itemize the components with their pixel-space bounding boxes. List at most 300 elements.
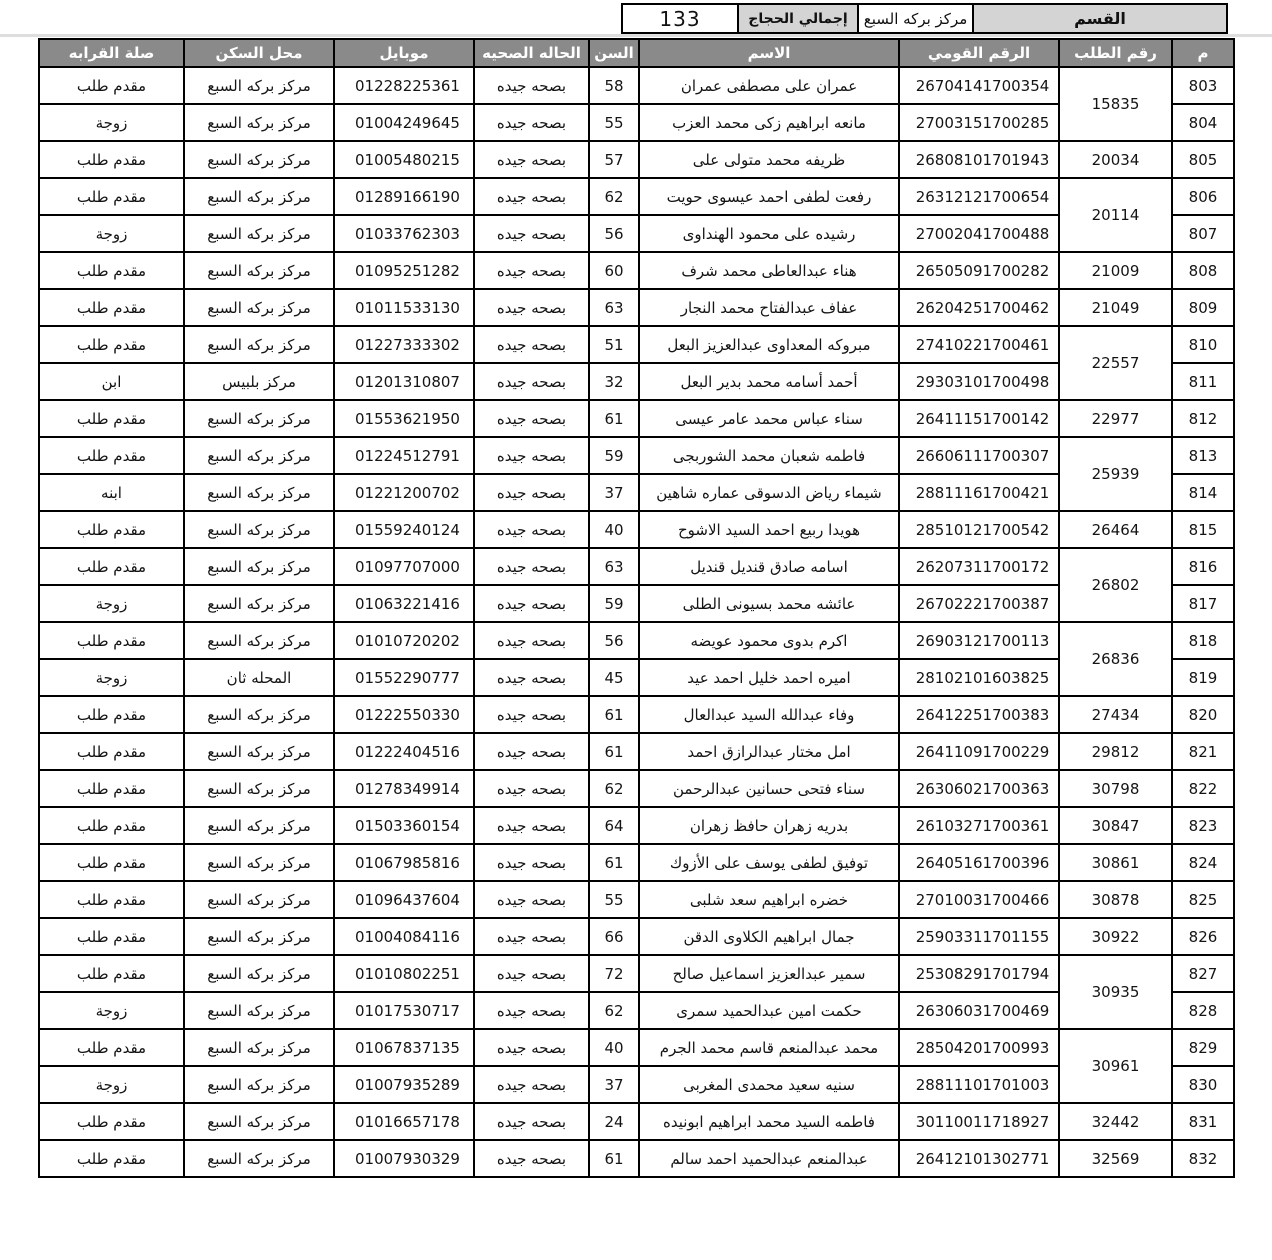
cell-national_id: 26306021700363 xyxy=(899,770,1059,807)
column-header-mobile: موبايل xyxy=(334,39,474,67)
cell-request_no: 26836 xyxy=(1059,622,1172,696)
cell-health: بصحه جيده xyxy=(474,363,589,400)
cell-age: 63 xyxy=(589,289,639,326)
cell-health: بصحه جيده xyxy=(474,474,589,511)
cell-age: 60 xyxy=(589,252,639,289)
cell-mobile: 01559240124 xyxy=(334,511,474,548)
cell-mobile: 01222550330 xyxy=(334,696,474,733)
cell-name: سنيه سعيد محمدى المغربى xyxy=(639,1066,899,1103)
cell-request_no: 30961 xyxy=(1059,1029,1172,1103)
cell-name: عفاف عبدالفتاح محمد النجار xyxy=(639,289,899,326)
cell-mobile: 01228225361 xyxy=(334,67,474,104)
cell-residence: مركز بركه السبع xyxy=(184,548,334,585)
cell-name: خضره ابراهيم سعد شلبى xyxy=(639,881,899,918)
cell-m: 822 xyxy=(1172,770,1234,807)
column-header-relation: صلة القرابه xyxy=(39,39,184,67)
cell-mobile: 01222404516 xyxy=(334,733,474,770)
cell-national_id: 27003151700285 xyxy=(899,104,1059,141)
cell-name: مانعه ابراهيم زكى محمد العزب xyxy=(639,104,899,141)
cell-age: 61 xyxy=(589,1140,639,1177)
cell-residence: مركز بركه السبع xyxy=(184,289,334,326)
cell-m: 827 xyxy=(1172,955,1234,992)
cell-health: بصحه جيده xyxy=(474,918,589,955)
cell-health: بصحه جيده xyxy=(474,178,589,215)
cell-mobile: 01063221416 xyxy=(334,585,474,622)
cell-m: 813 xyxy=(1172,437,1234,474)
cell-residence: مركز بركه السبع xyxy=(184,67,334,104)
cell-m: 809 xyxy=(1172,289,1234,326)
cell-m: 832 xyxy=(1172,1140,1234,1177)
cell-mobile: 01289166190 xyxy=(334,178,474,215)
cell-request_no: 20034 xyxy=(1059,141,1172,178)
cell-request_no: 26802 xyxy=(1059,548,1172,622)
cell-name: وفاء عبدالله السيد عبدالعال xyxy=(639,696,899,733)
cell-health: بصحه جيده xyxy=(474,1066,589,1103)
total-pilgrims-count-cell: 133 xyxy=(621,3,739,34)
cell-request_no: 32442 xyxy=(1059,1103,1172,1140)
cell-health: بصحه جيده xyxy=(474,326,589,363)
cell-residence: مركز بركه السبع xyxy=(184,585,334,622)
cell-national_id: 25308291701794 xyxy=(899,955,1059,992)
cell-name: مبروكه المعداوى عبدالعزيز البعل xyxy=(639,326,899,363)
table-row xyxy=(39,363,1234,400)
cell-name: عمران على مصطفى عمران xyxy=(639,67,899,104)
cell-mobile: 01011533130 xyxy=(334,289,474,326)
cell-national_id: 25903311701155 xyxy=(899,918,1059,955)
cell-national_id: 28811161700421 xyxy=(899,474,1059,511)
cell-mobile: 01201310807 xyxy=(334,363,474,400)
cell-relation: مقدم طلب xyxy=(39,252,184,289)
cell-relation: مقدم طلب xyxy=(39,548,184,585)
table-row xyxy=(39,696,1234,733)
cell-national_id: 26207311700172 xyxy=(899,548,1059,585)
cell-mobile: 01004249645 xyxy=(334,104,474,141)
cell-relation: مقدم طلب xyxy=(39,1029,184,1066)
cell-age: 37 xyxy=(589,1066,639,1103)
cell-m: 812 xyxy=(1172,400,1234,437)
cell-age: 55 xyxy=(589,881,639,918)
cell-residence: مركز بركه السبع xyxy=(184,770,334,807)
cell-health: بصحه جيده xyxy=(474,141,589,178)
cell-m: 810 xyxy=(1172,326,1234,363)
cell-m: 817 xyxy=(1172,585,1234,622)
cell-m: 819 xyxy=(1172,659,1234,696)
column-header-request_no: رقم الطلب xyxy=(1059,39,1172,67)
cell-name: توفيق لطفى يوسف على الأزوك xyxy=(639,844,899,881)
table-row xyxy=(39,733,1234,770)
cell-health: بصحه جيده xyxy=(474,770,589,807)
cell-residence: مركز بركه السبع xyxy=(184,844,334,881)
cell-national_id: 26306031700469 xyxy=(899,992,1059,1029)
cell-mobile: 01033762303 xyxy=(334,215,474,252)
table-row xyxy=(39,400,1234,437)
cell-relation: مقدم طلب xyxy=(39,622,184,659)
cell-name: حكمت امين عبدالحميد سمرى xyxy=(639,992,899,1029)
cell-m: 829 xyxy=(1172,1029,1234,1066)
table-row xyxy=(39,844,1234,881)
cell-residence: مركز بركه السبع xyxy=(184,918,334,955)
cell-age: 62 xyxy=(589,178,639,215)
cell-national_id: 26312121700654 xyxy=(899,178,1059,215)
cell-national_id: 26702221700387 xyxy=(899,585,1059,622)
cell-age: 37 xyxy=(589,474,639,511)
cell-name: هويدا ربيع احمد السيد الاشوح xyxy=(639,511,899,548)
cell-health: بصحه جيده xyxy=(474,807,589,844)
cell-national_id: 28510121700542 xyxy=(899,511,1059,548)
cell-national_id: 26405161700396 xyxy=(899,844,1059,881)
cell-relation: مقدم طلب xyxy=(39,1103,184,1140)
cell-age: 57 xyxy=(589,141,639,178)
table-row xyxy=(39,622,1234,659)
cell-age: 32 xyxy=(589,363,639,400)
cell-relation: مقدم طلب xyxy=(39,955,184,992)
cell-m: 807 xyxy=(1172,215,1234,252)
cell-request_no: 30878 xyxy=(1059,881,1172,918)
cell-age: 40 xyxy=(589,1029,639,1066)
cell-mobile: 01097707000 xyxy=(334,548,474,585)
cell-age: 56 xyxy=(589,215,639,252)
cell-relation: زوجة xyxy=(39,215,184,252)
cell-mobile: 01067837135 xyxy=(334,1029,474,1066)
cell-relation: مقدم طلب xyxy=(39,1140,184,1177)
table-row xyxy=(39,881,1234,918)
cell-national_id: 26412101302771 xyxy=(899,1140,1059,1177)
cell-mobile: 01553621950 xyxy=(334,400,474,437)
cell-name: شيماء رياض الدسوقى عماره شاهين xyxy=(639,474,899,511)
cell-name: فاطمه شعبان محمد الشوربجى xyxy=(639,437,899,474)
cell-health: بصحه جيده xyxy=(474,696,589,733)
table-row xyxy=(39,215,1234,252)
table-row xyxy=(39,252,1234,289)
cell-relation: مقدم طلب xyxy=(39,326,184,363)
cell-national_id: 26606111700307 xyxy=(899,437,1059,474)
cell-relation: زوجة xyxy=(39,992,184,1029)
table-row xyxy=(39,289,1234,326)
table-row xyxy=(39,548,1234,585)
cell-health: بصحه جيده xyxy=(474,400,589,437)
cell-health: بصحه جيده xyxy=(474,1103,589,1140)
table-row xyxy=(39,437,1234,474)
cell-request_no: 30798 xyxy=(1059,770,1172,807)
cell-m: 821 xyxy=(1172,733,1234,770)
cell-residence: مركز بلبيس xyxy=(184,363,334,400)
table-row xyxy=(39,1066,1234,1103)
cell-national_id: 26704141700354 xyxy=(899,67,1059,104)
cell-national_id: 28811101701003 xyxy=(899,1066,1059,1103)
cell-name: ظريفه محمد متولى على xyxy=(639,141,899,178)
cell-mobile: 01017530717 xyxy=(334,992,474,1029)
column-header-health: الحاله الصحيه xyxy=(474,39,589,67)
cell-mobile: 01503360154 xyxy=(334,807,474,844)
cell-health: بصحه جيده xyxy=(474,622,589,659)
cell-name: امل مختار عبدالرازق احمد xyxy=(639,733,899,770)
cell-name: اميره احمد خليل احمد عيد xyxy=(639,659,899,696)
cell-relation: مقدم طلب xyxy=(39,289,184,326)
cell-national_id: 26903121700113 xyxy=(899,622,1059,659)
cell-residence: مركز بركه السبع xyxy=(184,733,334,770)
table-row xyxy=(39,659,1234,696)
department-header xyxy=(615,3,1228,34)
cell-age: 40 xyxy=(589,511,639,548)
cell-m: 803 xyxy=(1172,67,1234,104)
cell-name: سمير عبدالعزيز اسماعيل صالح xyxy=(639,955,899,992)
cell-m: 818 xyxy=(1172,622,1234,659)
cell-mobile: 01067985816 xyxy=(334,844,474,881)
cell-health: بصحه جيده xyxy=(474,548,589,585)
cell-request_no: 29812 xyxy=(1059,733,1172,770)
cell-mobile: 01278349914 xyxy=(334,770,474,807)
cell-request_no: 21049 xyxy=(1059,289,1172,326)
cell-m: 808 xyxy=(1172,252,1234,289)
cell-name: هناء عبدالعاطى محمد شرف xyxy=(639,252,899,289)
cell-age: 64 xyxy=(589,807,639,844)
cell-request_no: 15835 xyxy=(1059,67,1172,141)
cell-name: بدريه زهران حافظ زهران xyxy=(639,807,899,844)
table-row xyxy=(39,511,1234,548)
cell-name: رشيده على محمود الهنداوى xyxy=(639,215,899,252)
cell-name: عائشه محمد بسيونى الطلى xyxy=(639,585,899,622)
cell-m: 814 xyxy=(1172,474,1234,511)
cell-health: بصحه جيده xyxy=(474,215,589,252)
cell-mobile: 01552290777 xyxy=(334,659,474,696)
cell-relation: ابن xyxy=(39,363,184,400)
cell-residence: مركز بركه السبع xyxy=(184,215,334,252)
cell-m: 828 xyxy=(1172,992,1234,1029)
cell-name: سناء عباس محمد عامر عيسى xyxy=(639,400,899,437)
table-row xyxy=(39,1140,1234,1177)
cell-relation: مقدم طلب xyxy=(39,400,184,437)
table-header-row xyxy=(39,39,1234,67)
cell-request_no: 30847 xyxy=(1059,807,1172,844)
cell-residence: مركز بركه السبع xyxy=(184,437,334,474)
cell-mobile: 01004084116 xyxy=(334,918,474,955)
cell-national_id: 27010031700466 xyxy=(899,881,1059,918)
cell-health: بصحه جيده xyxy=(474,289,589,326)
cell-m: 816 xyxy=(1172,548,1234,585)
table-row xyxy=(39,141,1234,178)
cell-residence: المحله ثان xyxy=(184,659,334,696)
cell-m: 804 xyxy=(1172,104,1234,141)
cell-age: 66 xyxy=(589,918,639,955)
cell-request_no: 26464 xyxy=(1059,511,1172,548)
cell-health: بصحه جيده xyxy=(474,733,589,770)
cell-health: بصحه جيده xyxy=(474,1140,589,1177)
cell-request_no: 22557 xyxy=(1059,326,1172,400)
cell-name: عبدالمنعم عبدالحميد احمد سالم xyxy=(639,1140,899,1177)
cell-m: 805 xyxy=(1172,141,1234,178)
cell-age: 45 xyxy=(589,659,639,696)
cell-age: 59 xyxy=(589,585,639,622)
cell-m: 820 xyxy=(1172,696,1234,733)
cell-national_id: 27002041700488 xyxy=(899,215,1059,252)
cell-request_no: 30935 xyxy=(1059,955,1172,1029)
cell-mobile: 01096437604 xyxy=(334,881,474,918)
cell-residence: مركز بركه السبع xyxy=(184,474,334,511)
cell-national_id: 26412251700383 xyxy=(899,696,1059,733)
cell-age: 59 xyxy=(589,437,639,474)
table-row xyxy=(39,326,1234,363)
cell-residence: مركز بركه السبع xyxy=(184,252,334,289)
cell-m: 824 xyxy=(1172,844,1234,881)
cell-mobile: 01007935289 xyxy=(334,1066,474,1103)
cell-residence: مركز بركه السبع xyxy=(184,178,334,215)
cell-residence: مركز بركه السبع xyxy=(184,104,334,141)
cell-health: بصحه جيده xyxy=(474,955,589,992)
table-row xyxy=(39,178,1234,215)
cell-age: 56 xyxy=(589,622,639,659)
table-row xyxy=(39,992,1234,1029)
table-row xyxy=(39,585,1234,622)
cell-age: 55 xyxy=(589,104,639,141)
cell-relation: مقدم طلب xyxy=(39,807,184,844)
cell-name: جمال ابراهيم الكلاوى الدقن xyxy=(639,918,899,955)
cell-national_id: 28102101603825 xyxy=(899,659,1059,696)
scan-shadow-line xyxy=(0,34,1272,37)
department-value-cell: مركز بركه السبع xyxy=(857,3,974,34)
cell-relation: زوجة xyxy=(39,1066,184,1103)
cell-residence: مركز بركه السبع xyxy=(184,696,334,733)
table-row xyxy=(39,1103,1234,1140)
cell-relation: ابنه xyxy=(39,474,184,511)
cell-relation: مقدم طلب xyxy=(39,511,184,548)
cell-national_id: 26411091700229 xyxy=(899,733,1059,770)
cell-m: 806 xyxy=(1172,178,1234,215)
cell-relation: زوجة xyxy=(39,104,184,141)
cell-m: 825 xyxy=(1172,881,1234,918)
cell-residence: مركز بركه السبع xyxy=(184,622,334,659)
cell-name: سناء فتحى حسانين عبدالرحمن xyxy=(639,770,899,807)
cell-relation: مقدم طلب xyxy=(39,881,184,918)
cell-request_no: 27434 xyxy=(1059,696,1172,733)
cell-request_no: 21009 xyxy=(1059,252,1172,289)
cell-age: 61 xyxy=(589,844,639,881)
cell-residence: مركز بركه السبع xyxy=(184,992,334,1029)
cell-m: 830 xyxy=(1172,1066,1234,1103)
cell-residence: مركز بركه السبع xyxy=(184,326,334,363)
cell-name: اكرم بدوى محمود عويضه xyxy=(639,622,899,659)
column-header-name: الاسم xyxy=(639,39,899,67)
table-row xyxy=(39,104,1234,141)
table-row xyxy=(39,955,1234,992)
cell-national_id: 26204251700462 xyxy=(899,289,1059,326)
cell-age: 61 xyxy=(589,696,639,733)
cell-health: بصحه جيده xyxy=(474,585,589,622)
cell-national_id: 29303101700498 xyxy=(899,363,1059,400)
cell-relation: زوجة xyxy=(39,585,184,622)
cell-residence: مركز بركه السبع xyxy=(184,141,334,178)
cell-request_no: 22977 xyxy=(1059,400,1172,437)
cell-residence: مركز بركه السبع xyxy=(184,807,334,844)
cell-name: اسامه صادق قنديل قنديل xyxy=(639,548,899,585)
cell-health: بصحه جيده xyxy=(474,881,589,918)
cell-mobile: 01016657178 xyxy=(334,1103,474,1140)
cell-m: 815 xyxy=(1172,511,1234,548)
cell-relation: زوجة xyxy=(39,659,184,696)
cell-age: 58 xyxy=(589,67,639,104)
cell-relation: مقدم طلب xyxy=(39,178,184,215)
cell-request_no: 30922 xyxy=(1059,918,1172,955)
cell-residence: مركز بركه السبع xyxy=(184,400,334,437)
cell-health: بصحه جيده xyxy=(474,659,589,696)
cell-age: 62 xyxy=(589,992,639,1029)
cell-relation: مقدم طلب xyxy=(39,844,184,881)
cell-name: رفعت لطفى احمد عيسوى حويت xyxy=(639,178,899,215)
cell-national_id: 26505091700282 xyxy=(899,252,1059,289)
cell-health: بصحه جيده xyxy=(474,67,589,104)
cell-health: بصحه جيده xyxy=(474,844,589,881)
cell-national_id: 30110011718927 xyxy=(899,1103,1059,1140)
cell-health: بصحه جيده xyxy=(474,511,589,548)
cell-national_id: 27410221700461 xyxy=(899,326,1059,363)
cell-relation: مقدم طلب xyxy=(39,67,184,104)
cell-relation: مقدم طلب xyxy=(39,696,184,733)
cell-name: محمد عبدالمنعم قاسم محمد الجرم xyxy=(639,1029,899,1066)
cell-age: 61 xyxy=(589,733,639,770)
cell-age: 63 xyxy=(589,548,639,585)
table-row xyxy=(39,474,1234,511)
cell-mobile: 01010802251 xyxy=(334,955,474,992)
cell-relation: مقدم طلب xyxy=(39,918,184,955)
cell-mobile: 01227333302 xyxy=(334,326,474,363)
cell-national_id: 26808101701943 xyxy=(899,141,1059,178)
cell-age: 24 xyxy=(589,1103,639,1140)
cell-residence: مركز بركه السبع xyxy=(184,881,334,918)
column-header-residence: محل السكن xyxy=(184,39,334,67)
column-header-m: م xyxy=(1172,39,1234,67)
cell-age: 61 xyxy=(589,400,639,437)
cell-residence: مركز بركه السبع xyxy=(184,1103,334,1140)
cell-health: بصحه جيده xyxy=(474,992,589,1029)
cell-mobile: 01095251282 xyxy=(334,252,474,289)
cell-residence: مركز بركه السبع xyxy=(184,1066,334,1103)
cell-national_id: 26411151700142 xyxy=(899,400,1059,437)
cell-name: أحمد أسامه محمد بدير البعل xyxy=(639,363,899,400)
cell-mobile: 01221200702 xyxy=(334,474,474,511)
department-label-cell: القسم xyxy=(972,3,1228,34)
cell-relation: مقدم طلب xyxy=(39,437,184,474)
pilgrims-table xyxy=(38,38,1235,1178)
cell-mobile: 01010720202 xyxy=(334,622,474,659)
cell-relation: مقدم طلب xyxy=(39,733,184,770)
cell-health: بصحه جيده xyxy=(474,1029,589,1066)
cell-mobile: 01007930329 xyxy=(334,1140,474,1177)
table-row xyxy=(39,807,1234,844)
cell-request_no: 20114 xyxy=(1059,178,1172,252)
total-pilgrims-label-cell: إجمالي الحجاج xyxy=(737,3,859,34)
cell-m: 823 xyxy=(1172,807,1234,844)
cell-health: بصحه جيده xyxy=(474,437,589,474)
column-header-national_id: الرقم القومي xyxy=(899,39,1059,67)
cell-residence: مركز بركه السبع xyxy=(184,1029,334,1066)
cell-mobile: 01005480215 xyxy=(334,141,474,178)
cell-national_id: 26103271700361 xyxy=(899,807,1059,844)
cell-age: 62 xyxy=(589,770,639,807)
cell-mobile: 01224512791 xyxy=(334,437,474,474)
cell-request_no: 32569 xyxy=(1059,1140,1172,1177)
cell-request_no: 30861 xyxy=(1059,844,1172,881)
cell-national_id: 28504201700993 xyxy=(899,1029,1059,1066)
cell-m: 811 xyxy=(1172,363,1234,400)
table-row xyxy=(39,918,1234,955)
table-row xyxy=(39,1029,1234,1066)
cell-health: بصحه جيده xyxy=(474,104,589,141)
cell-residence: مركز بركه السبع xyxy=(184,511,334,548)
cell-relation: مقدم طلب xyxy=(39,770,184,807)
cell-health: بصحه جيده xyxy=(474,252,589,289)
table-row xyxy=(39,67,1234,104)
cell-age: 51 xyxy=(589,326,639,363)
cell-m: 831 xyxy=(1172,1103,1234,1140)
